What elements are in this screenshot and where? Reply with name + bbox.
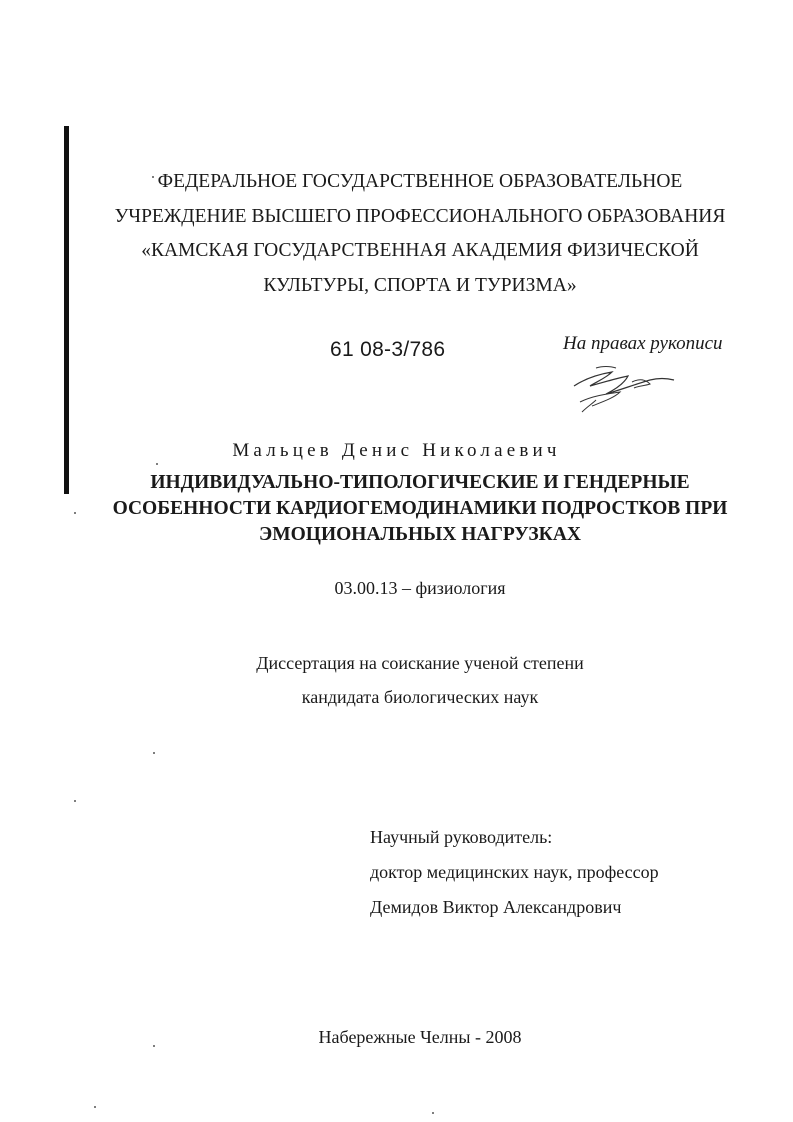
registry-code: 61 08-3/786 [330,338,446,361]
degree-statement [0,646,793,714]
title-line: ЭМОЦИОНАЛЬНЫХ НАГРУЗКАХ [259,524,581,545]
scan-binding-edge [64,126,69,494]
author-name: Мальцев Денис Николаевич [232,440,561,461]
manuscript-rights-note: На правах рукописи [563,333,723,354]
advisor-credentials: доктор медицинских наук, профессор [370,862,659,882]
degree-line: Диссертация на соискание ученой степени [256,653,584,673]
advisor-label: Научный руководитель: [370,827,553,847]
scan-speck [156,463,158,465]
title-line: ИНДИВИДУАЛЬНО-ТИПОЛОГИЧЕСКИЕ И ГЕНДЕРНЫЕ [150,472,690,493]
scan-speck [432,1112,434,1114]
title-line: ОСОБЕННОСТИ КАРДИОГЕМОДИНАМИКИ ПОДРОСТКОВ ПРИ [112,498,728,519]
city-year: Набережные Челны - 2008 [318,1027,522,1047]
scientific-advisor [370,820,659,925]
scan-speck [74,800,76,802]
advisor-name: Демидов Виктор Александрович [370,897,622,917]
scan-speck [153,752,155,754]
organization-line: КУЛЬТУРЫ, СПОРТА И ТУРИЗМА» [263,274,577,296]
organization-line: ФЕДЕРАЛЬНОЕ ГОСУДАРСТВЕННОЕ ОБРАЗОВАТЕЛЬНОЕ [157,171,683,192]
scan-speck [94,1106,96,1108]
specialty-code: 03.00.13 – физиология [334,578,506,598]
degree-line: кандидата биологических наук [301,687,539,707]
organization-header [100,165,740,303]
organization-line: «КАМСКАЯ ГОСУДАРСТВЕННАЯ АКАДЕМИЯ ФИЗИЧЕСКОЙ [141,240,699,261]
organization-line: УЧРЕЖДЕНИЕ ВЫСШЕГО ПРОФЕССИОНАЛЬНОГО ОБРАЗОВАНИЯ [114,205,726,227]
dissertation-title [60,470,780,548]
signature-image [566,356,696,416]
